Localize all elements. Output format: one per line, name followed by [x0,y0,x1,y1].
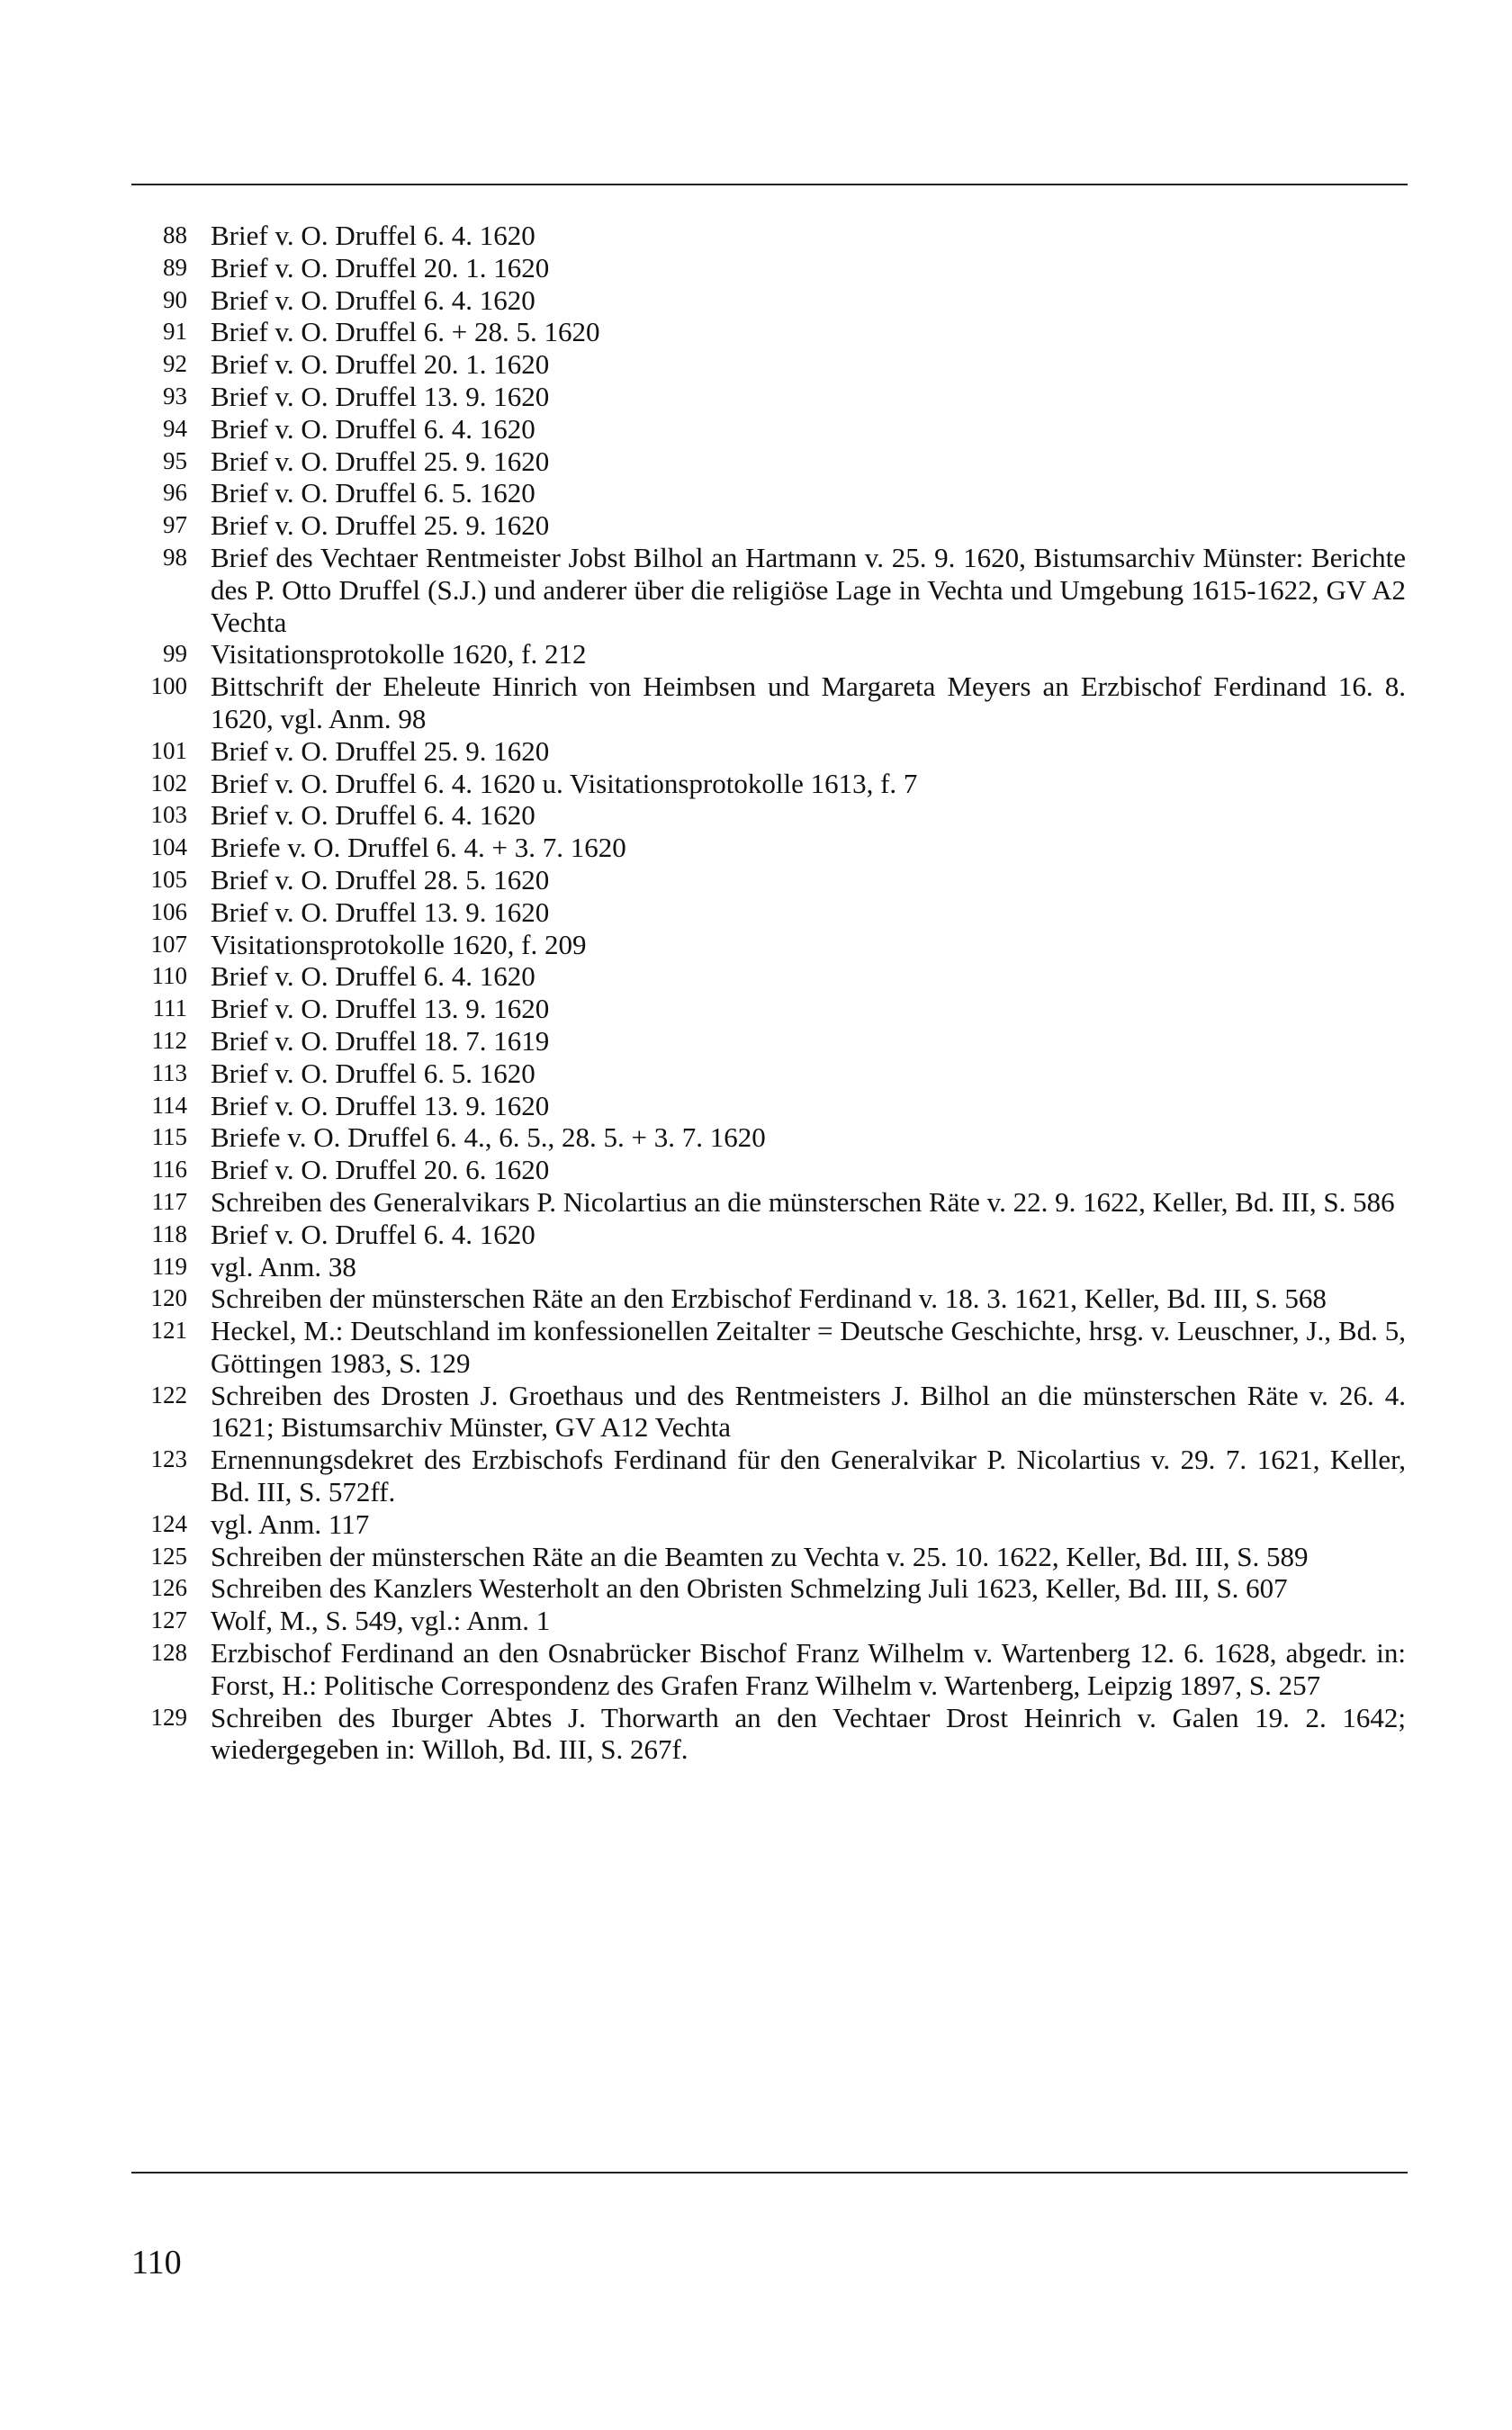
footnote-number: 107 [150,930,187,958]
footnote-number: 98 [163,543,187,571]
footnote-item [131,1572,1406,1605]
footnote-text: Brief v. O. Druffel 25. 9. 1620 [211,445,550,477]
footnote-text: Brief v. O. Druffel 6. 4. 1620 [211,284,536,316]
footnote-number: 105 [150,865,187,893]
footnote-item [131,896,1406,929]
footnote-text: Brief v. O. Druffel 6. 5. 1620 [211,477,536,509]
footnote-number: 127 [150,1606,187,1634]
footnote-text: Schreiben des Kanzlers Westerholt an den Obristen Schmelzing Juli 1623, Keller, Bd. III, S. 607 [211,1572,1288,1605]
footnote-item [131,1154,1406,1186]
footnote-text: Erzbischof Ferdinand an den Osnabrücker Bischof Franz Wilhelm v. Wartenberg 12. 6. 1628, abgedr. in: Forst, H.: Politische Correspondenz des Grafen Franz Wilhelm v. Wartenberg, Leipzig 1897, S. 257 [211,1637,1406,1701]
footnote-text: Schreiben der münsterschen Räte an die Beamten zu Vechta v. 25. 10. 1622, Keller, Bd. III, S. 589 [211,1540,1309,1572]
footnote-text: Brief v. O. Druffel 20. 6. 1620 [211,1154,550,1186]
footnote-text: Brief v. O. Druffel 6. 4. 1620 [211,799,536,832]
page-number: 110 [131,2244,182,2282]
footnote-item [131,960,1406,993]
footnote-item [131,509,1406,542]
footnote-text: Brief v. O. Druffel 6. 4. 1620 [211,412,536,445]
footnote-number: 90 [163,285,187,313]
footnote-item [131,1186,1406,1219]
footnote-number: 120 [150,1284,187,1312]
footnote-number: 89 [163,253,187,281]
footnote-number: 119 [151,1252,187,1280]
footnote-number: 122 [150,1381,187,1408]
footnote-text: Bittschrift der Eheleute Hinrich von Heimbsen und Margareta Meyers an Erzbischof Ferdinand 16. 8. 1620, vgl. Anm. 98 [211,670,1406,734]
footnote-number: 102 [150,769,187,796]
footnote-item [131,413,1406,446]
footnote-item [131,316,1406,348]
footnote-item [131,477,1406,509]
footnote-item [131,1219,1406,1251]
footnote-text: Brief v. O. Druffel 6. 4. 1620 [211,1218,536,1250]
footnote-text: Briefe v. O. Druffel 6. 4., 6. 5., 28. 5. + 3. 7. 1620 [211,1121,766,1154]
footnote-item [131,638,1406,670]
footnote-item [131,929,1406,961]
footnote-item [131,1315,1406,1380]
footnote-number: 91 [163,318,187,346]
footnote-number: 104 [150,833,187,861]
footnote-number: 116 [151,1156,187,1184]
footnote-text: Schreiben der münsterschen Räte an den Erzbischof Ferdinand v. 18. 3. 1621, Keller, Bd. III, S. 568 [211,1282,1327,1315]
footnote-number: 96 [163,479,187,507]
footnote-item [131,1282,1406,1315]
footnote-item [131,1605,1406,1637]
footnote-item [131,799,1406,832]
bottom-rule [131,2172,1408,2174]
footnote-number: 118 [151,1220,187,1247]
footnote-number: 97 [163,511,187,539]
footnote-text: Brief v. O. Druffel 6. + 28. 5. 1620 [211,316,600,348]
footnote-number: 125 [150,1542,187,1570]
footnote-text: Visitationsprotokolle 1620, f. 209 [211,928,587,960]
footnote-item [131,348,1406,381]
footnote-item [131,735,1406,768]
footnote-item [131,1121,1406,1154]
footnote-item [131,284,1406,317]
footnote-number: 128 [150,1639,187,1667]
footnote-number: 115 [151,1123,187,1151]
footnote-item [131,1058,1406,1090]
footnote-text: Ernennungsdekret des Erzbischofs Ferdinand für den Generalvikar P. Nicolartius v. 29. 7. 1621, Keller, Bd. III, S. 572ff. [211,1444,1406,1508]
footnote-number: 106 [150,897,187,925]
footnote-item [131,1541,1406,1573]
footnote-item [131,1508,1406,1541]
footnote-text: Visitationsprotokolle 1620, f. 212 [211,638,587,670]
footnote-text: Schreiben des Iburger Abtes J. Thorwarth an den Vechtaer Drost Heinrich v. Galen 19. 2. 1642; wiedergegeben in: Willoh, Bd. III, S. 267f. [211,1701,1406,1766]
footnote-text: Brief v. O. Druffel 25. 9. 1620 [211,509,550,542]
footnote-number: 126 [150,1574,187,1602]
footnote-item [131,993,1406,1025]
footnote-text: Brief v. O. Druffel 13. 9. 1620 [211,380,550,412]
footnote-number: 114 [151,1091,187,1119]
footnote-text: vgl. Anm. 38 [211,1250,356,1282]
footnote-item [131,1251,1406,1283]
footnote-item [131,864,1406,896]
footnote-list [131,220,1406,1766]
footnote-number: 100 [150,672,187,700]
footnote-item [131,542,1406,638]
footnote-item [131,381,1406,413]
footnote-number: 111 [152,994,187,1022]
footnote-text: Brief v. O. Druffel 6. 5. 1620 [211,1057,536,1089]
footnote-item [131,1380,1406,1444]
footnote-text: Brief v. O. Druffel 6. 4. 1620 u. Visitationsprotokolle 1613, f. 7 [211,767,918,799]
footnote-number: 110 [151,962,187,990]
footnote-number: 113 [151,1058,187,1086]
footnote-item [131,1637,1406,1702]
footnote-number: 103 [150,801,187,829]
footnote-item [131,670,1406,735]
footnote-text: Brief v. O. Druffel 6. 4. 1620 [211,220,536,251]
footnote-number: 129 [150,1703,187,1731]
footnote-text: Brief v. O. Druffel 13. 9. 1620 [211,1089,550,1121]
footnote-number: 101 [150,736,187,764]
top-rule [131,184,1408,185]
footnote-number: 112 [151,1026,187,1054]
footnote-number: 93 [163,382,187,410]
footnote-number: 88 [163,221,187,248]
footnote-text: Brief v. O. Druffel 25. 9. 1620 [211,734,550,767]
footnote-number: 94 [163,414,187,442]
footnote-text: Brief v. O. Druffel 13. 9. 1620 [211,993,550,1025]
footnote-item [131,446,1406,478]
footnote-number: 124 [150,1509,187,1537]
footnote-text: vgl. Anm. 117 [211,1508,370,1540]
footnote-number: 123 [150,1445,187,1473]
footnote-number: 99 [163,640,187,668]
footnote-text: Brief v. O. Druffel 13. 9. 1620 [211,896,550,928]
footnote-text: Brief des Vechtaer Rentmeister Jobst Bilhol an Hartmann v. 25. 9. 1620, Bistumsarchiv Münster: Berichte des P. Otto Druffel (S.J.) und anderer über die religiöse Lage in Vechta und Umgebung 1615-1622, GV A2 Vechta [211,541,1406,638]
footnote-text: Wolf, M., S. 549, vgl.: Anm. 1 [211,1605,551,1637]
footnote-text: Briefe v. O. Druffel 6. 4. + 3. 7. 1620 [211,832,626,864]
footnote-item [131,1444,1406,1508]
footnote-text: Brief v. O. Druffel 18. 7. 1619 [211,1024,550,1057]
footnote-text: Schreiben des Generalvikars P. Nicolartius an die münsterschen Räte v. 22. 9. 1622, Keller, Bd. III, S. 586 [211,1185,1395,1218]
footnote-text: Heckel, M.: Deutschland im konfessionellen Zeitalter = Deutsche Geschichte, hrsg. v. Leuschner, J., Bd. 5, Göttingen 1983, S. 129 [211,1315,1406,1379]
footnote-item [131,768,1406,800]
footnote-number: 95 [163,446,187,474]
footnote-item [131,1702,1406,1767]
footnote-text: Brief v. O. Druffel 20. 1. 1620 [211,251,550,284]
footnote-text: Brief v. O. Druffel 28. 5. 1620 [211,863,550,896]
footnote-text: Brief v. O. Druffel 6. 4. 1620 [211,960,536,993]
footnote-number: 117 [151,1187,187,1215]
footnote-number: 92 [163,350,187,378]
footnote-item [131,1090,1406,1122]
footnote-item [131,220,1406,252]
footnote-item [131,832,1406,864]
footnote-number: 121 [150,1317,187,1345]
footnote-item [131,1025,1406,1058]
footnote-text: Schreiben des Drosten J. Groethaus und des Rentmeisters J. Bilhol an die münsterschen Räte v. 26. 4. 1621; Bistumsarchiv Münster, GV A12 Vechta [211,1379,1406,1444]
footnote-item [131,252,1406,284]
footnote-text: Brief v. O. Druffel 20. 1. 1620 [211,348,550,381]
